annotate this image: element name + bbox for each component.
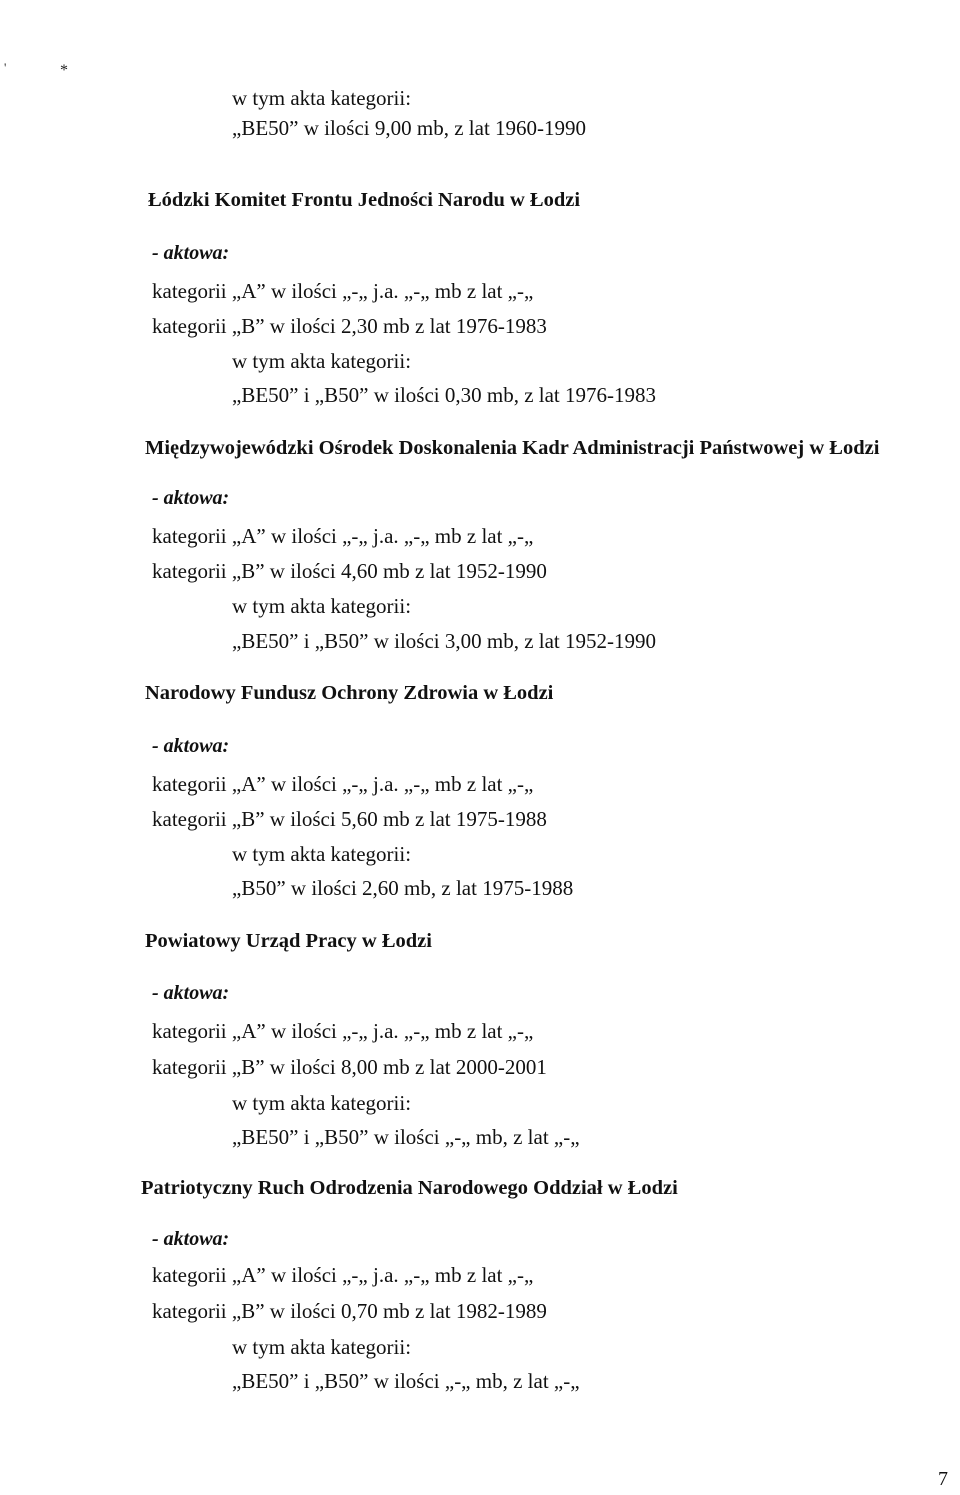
included-label: w tym akta kategorii: — [232, 349, 412, 373]
included-label: w tym akta kategorii: — [232, 842, 412, 866]
section-subheading: - aktowa: — [152, 1228, 230, 1250]
intro-incl-value: „BE50” w ilości 9,00 mb, z lat 1960-1990 — [232, 116, 587, 140]
page-number: 7 — [938, 1468, 948, 1490]
corner-mark-star: * — [60, 62, 68, 79]
intro-incl-label: w tym akta kategorii: — [232, 86, 412, 110]
category-a-line: kategorii „A” w ilości „-„ j.a. „-„ mb z lat „-„ — [152, 772, 534, 796]
section-heading: Patriotyczny Ruch Odrodzenia Narodowego Oddział w Łodzi — [141, 1177, 678, 1199]
included-value: „BE50” i „B50” w ilości „-„ mb, z lat „-„ — [232, 1369, 580, 1393]
category-b-line: kategorii „B” w ilości 0,70 mb z lat 1982-1989 — [152, 1299, 547, 1323]
section-subheading: - aktowa: — [152, 242, 230, 264]
category-a-line: kategorii „A” w ilości „-„ j.a. „-„ mb z lat „-„ — [152, 1263, 534, 1287]
category-a-line: kategorii „A” w ilości „-„ j.a. „-„ mb z lat „-„ — [152, 279, 534, 303]
section-heading: Łódzki Komitet Frontu Jedności Narodu w Łodzi — [148, 189, 581, 211]
included-value: „BE50” i „B50” w ilości 3,00 mb, z lat 1952-1990 — [232, 629, 657, 653]
included-value: „BE50” i „B50” w ilości „-„ mb, z lat „-„ — [232, 1125, 580, 1149]
section-subheading: - aktowa: — [152, 982, 230, 1004]
category-b-line: kategorii „B” w ilości 5,60 mb z lat 1975-1988 — [152, 807, 547, 831]
included-value: „B50” w ilości 2,60 mb, z lat 1975-1988 — [232, 876, 574, 900]
section-subheading: - aktowa: — [152, 487, 230, 509]
included-label: w tym akta kategorii: — [232, 594, 412, 618]
section-heading: Powiatowy Urząd Pracy w Łodzi — [145, 930, 432, 952]
category-b-line: kategorii „B” w ilości 4,60 mb z lat 1952-1990 — [152, 559, 547, 583]
section-subheading: - aktowa: — [152, 735, 230, 757]
included-label: w tym akta kategorii: — [232, 1091, 412, 1115]
section-heading: Narodowy Fundusz Ochrony Zdrowia w Łodzi — [145, 682, 554, 704]
category-a-line: kategorii „A” w ilości „-„ j.a. „-„ mb z lat „-„ — [152, 524, 534, 548]
section-heading: Międzywojewódzki Ośrodek Doskonalenia Kadr Administracji Państwowej w Łodzi — [145, 437, 880, 459]
included-label: w tym akta kategorii: — [232, 1335, 412, 1359]
category-a-line: kategorii „A” w ilości „-„ j.a. „-„ mb z lat „-„ — [152, 1019, 534, 1043]
category-b-line: kategorii „B” w ilości 8,00 mb z lat 2000-2001 — [152, 1055, 547, 1079]
corner-mark-tick: ' — [4, 60, 7, 75]
category-b-line: kategorii „B” w ilości 2,30 mb z lat 1976-1983 — [152, 314, 547, 338]
included-value: „BE50” i „B50” w ilości 0,30 mb, z lat 1976-1983 — [232, 383, 657, 407]
